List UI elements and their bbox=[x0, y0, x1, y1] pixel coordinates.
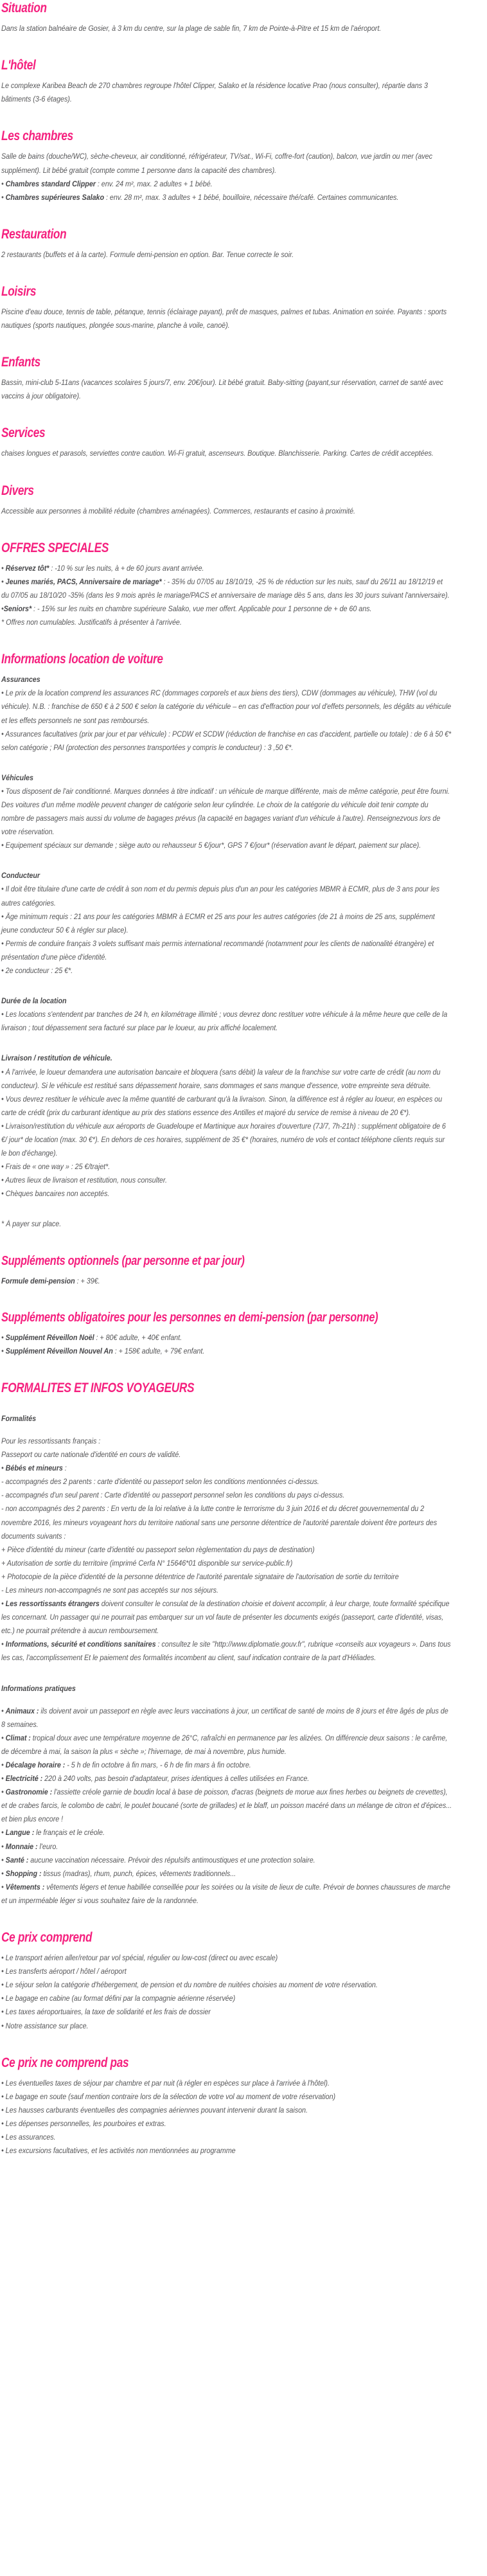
subheading-livraison-restitution: Livraison / restitution de véhicule. bbox=[1, 1054, 112, 1063]
conducteur-item-1: • Il doit être titulaire d'une carte de crédit à son nom et du permis depuis plus d'un an pour les catégories MBMR à ECMR, plus de 3 ans pour les autres catégories. bbox=[1, 885, 439, 908]
prix-ne-comprend-pas-item-6: • Les excursions facultatives, et les activités non mentionnées au programme bbox=[1, 2147, 236, 2156]
supplement-reveillon-noel bbox=[1, 1331, 452, 1345]
bullet-marker: • bbox=[1, 1829, 6, 1838]
section-situation bbox=[1, 0, 486, 35]
vehicules-item-1: • Tous disposent de l'air conditionné. Marques données à titre indicatif : un véhicule de marque différente, mais de même catégorie, peut être fourni. Des voitures d'un même modèle peuvent changer de catégorie selon leur cylindrée. Le choix de la catégorie du véhicule doit tenir compte du nombre de passagers mais aussi du volume de bagages prévus (la capacité en bagages variant d'un véhicule à l'autre). Renseignezvous lors de votre réservation. bbox=[1, 787, 450, 837]
offre-seniors bbox=[1, 602, 452, 616]
formalites-ressortissants-etrangers bbox=[1, 1597, 452, 1638]
section-title-services: Services bbox=[1, 425, 46, 441]
section-supplements-optionnels bbox=[1, 1255, 486, 1288]
bullet-marker: • bbox=[1, 564, 6, 573]
info-pratique-vetements bbox=[1, 1881, 452, 1908]
info-pratique-animaux bbox=[1, 1704, 452, 1731]
assurances-item-1: • Le prix de la location comprend les assurances RC (dommages corporels et aux biens des tiers), CDW (dommages au véhicule), THW (vol du véhicule). N.B. : franchise de 650 € à 2 500 € selon la catégorie du véhicule – en cas d'effraction pour vol d'effets personnels, les dégâts au véhicule et les effets personnels ne sont pas remboursés. bbox=[1, 689, 452, 725]
info-pratique-climat-label: Climat : bbox=[5, 1733, 31, 1742]
livraison-item-5: • Autres lieux de livraison et restitution, nous consulter. bbox=[1, 1176, 167, 1185]
info-pratique-electricite-text: 220 à 240 volts, pas besoin d'adaptateur, prises identiques à celles utilisées en France. bbox=[42, 1775, 310, 1784]
info-pratique-shopping-label: Shopping : bbox=[5, 1869, 42, 1878]
section-title-location-voiture: Informations location de voiture bbox=[1, 652, 163, 667]
livraison-item-1: • À l'arrivée, le loueur demandera une autorisation bancaire et bloquera (sans débit) la valeur de la franchise sur votre carte de crédit (au nom du conducteur). Si le véhicule est restitué sans dépassement horaire, sans dommages et sans manque d'essence, votre empreinte sera détruite. bbox=[1, 1068, 441, 1090]
chambres-bullet-standard: • Chambres standard Clipper : env. 24 m², max. 2 adultes + 1 bébé. bbox=[1, 179, 213, 188]
info-pratique-shopping bbox=[1, 1867, 452, 1881]
section-prix-ne-comprend-pas bbox=[1, 2056, 486, 2158]
subheading-informations-pratiques: Informations pratiques bbox=[1, 1684, 76, 1693]
bullet-marker: • bbox=[1, 1640, 6, 1649]
prix-comprend-item-5: • Les taxes aéroportuaires, la taxe de solidarité et les frais de dossier bbox=[1, 2008, 211, 2017]
situation-text: Dans la station balnéaire de Gosier, à 3 km du centre, sur la plage de sable fin, 7 km de Pointe-à-Pitre et 15 km de l'aéroport. bbox=[1, 24, 382, 33]
info-pratique-gastronomie bbox=[1, 1785, 452, 1826]
section-title-prix-comprend: Ce prix comprend bbox=[1, 1930, 93, 1945]
offre-reservez-tot-label: Réservez tôt* bbox=[5, 564, 49, 573]
bullet-marker: • bbox=[1, 1346, 6, 1355]
supplement-demi-pension bbox=[1, 1275, 452, 1288]
hotel-text: Le complexe Karibea Beach de 270 chambres regroupe l'hôtel Clipper, Salako et la résidence locative Prao (nous consulter), répartie dans 3 bâtiments (3-6 étages). bbox=[1, 82, 428, 104]
chambres-bullet-superieures-label: Chambres supérieures Salako bbox=[5, 193, 105, 202]
prix-ne-comprend-pas-item-1: • Les éventuelles taxes de séjour par chambre et par nuit (à régler en espèces sur place à l'arrivée à l'hôtel). bbox=[1, 2079, 330, 2088]
bullet-marker: • bbox=[1, 1869, 6, 1878]
assurances-item-2: • Assurances facultatives (prix par jour et par véhicule) : PCDW et SCDW (réduction de franchise en cas d'accident, partielle ou totale) : de 6 à 50 €* selon catégorie ; PAI (protection des personnes transportées y compris le conducteur) : 3 ,50 €*. bbox=[1, 729, 452, 752]
subheading-vehicules: Véhicules bbox=[1, 773, 33, 782]
chambres-bullet-standard-text: : env. 24 m², max. 2 adultes + 1 bébé. bbox=[95, 179, 213, 188]
section-enfants bbox=[1, 355, 486, 403]
offre-jeunes-maries-label: Jeunes mariés, PACS, Anniversaire de mariage* bbox=[5, 577, 162, 586]
section-offres-speciales bbox=[1, 541, 486, 630]
section-title-supplements-optionnels: Suppléments optionnels (par personne et par jour) bbox=[1, 1253, 245, 1268]
bullet-marker: • bbox=[1, 1842, 6, 1851]
bullet-marker: • bbox=[1, 605, 4, 614]
bullet-marker: • bbox=[1, 1775, 6, 1784]
section-title-formalites: FORMALITES ET INFOS VOYAGEURS bbox=[1, 1380, 195, 1395]
formalites-informations-securite bbox=[1, 1638, 452, 1665]
section-title-restauration: Restauration bbox=[1, 226, 67, 242]
section-title-chambres: Les chambres bbox=[1, 129, 73, 144]
offre-seniors-text: : - 15% sur les nuits en chambre supérieure Salako, vue mer offert. Applicable pour 1 personne de + de 60 ans. bbox=[31, 605, 372, 614]
offre-jeunes-maries bbox=[1, 575, 452, 602]
section-title-enfants: Enfants bbox=[1, 355, 40, 370]
info-pratique-vetements-text: vêtements légers et tenue habillée conseillée pour les soirées ou la visite de lieux de culte. Prévoir de bonnes chaussures de marche et un imperméable léger si vous souhaitez faire de la randonnée. bbox=[1, 1883, 450, 1905]
subheading-conducteur: Conducteur bbox=[1, 872, 40, 881]
info-pratique-sante-text: aucune vaccination nécessaire. Prévoir des répulsifs antimoustiques et une protection solaire. bbox=[28, 1856, 315, 1865]
formalites-bebes-item-7: - Les mineurs non-accompagnés ne sont pas acceptés sur nos séjours. bbox=[1, 1586, 218, 1595]
formalites-bebes-item-6: + Photocopie de la pièce d'identité de la personne détentrice de l'autorité parentale signataire de l'autorisation de sortie du territoire bbox=[1, 1572, 399, 1581]
info-pratique-langue-text: le français et le créole. bbox=[34, 1829, 105, 1838]
info-pratique-animaux-label: Animaux : bbox=[5, 1706, 39, 1715]
formalites-ressortissants-etrangers-label: Les ressortissants étrangers bbox=[5, 1600, 100, 1609]
livraison-item-2: • Vous devrez restituer le véhicule avec la même quantité de carburant qu'à la livraison. Sinon, la différence est à régler au loueur, en espèces ou carte de crédit (prix du carburant identique au prix des stations essence des Antilles et majoré du service de remise à niveau de 20 €*). bbox=[1, 1095, 443, 1117]
prix-ne-comprend-pas-item-3: • Les hausses carburants éventuelles des compagnies aériennes pouvant intervenir durant la saison. bbox=[1, 2106, 308, 2115]
section-title-divers: Divers bbox=[1, 483, 34, 498]
conducteur-item-4: • 2e conducteur : 25 €*. bbox=[1, 967, 73, 976]
services-text: chaises longues et parasols, serviettes contre caution. Wi-Fi gratuit, ascenseurs. Boutique. Blanchisserie. Parking. Cartes de crédit acceptées. bbox=[1, 449, 434, 458]
formalites-informations-securite-text: : consultez le site "http://www.diplomatie.gouv.fr", rubrique «conseils aux voyageurs ». Dans tous les cas, l'accomplissement Et le paiement des formalités incombent au client, sauf indication contraire de la part d'Héliades. bbox=[1, 1640, 451, 1663]
conducteur-item-2: • Âge minimum requis : 21 ans pour les catégories MBMR à ECMR et 25 ans pour les autres catégories (de 21 à moins de 25 ans, supplément jeune conducteur 50 € à régler sur place). bbox=[1, 912, 435, 935]
info-pratique-shopping-text: tissus (madras), rhum, punch, épices, vêtements traditionnels... bbox=[41, 1869, 236, 1878]
info-pratique-climat bbox=[1, 1731, 452, 1758]
conducteur-item-3: • Permis de conduire français 3 volets suffisant mais permis international recommandé (notamment pour les clients de nationalité étrangère) et présentation d'une pièce d'identité. bbox=[1, 939, 434, 962]
info-pratique-gastronomie-label: Gastronomie : bbox=[5, 1788, 53, 1797]
supplement-demi-pension-label: Formule demi-pension bbox=[1, 1276, 75, 1285]
section-title-offres-speciales: OFFRES SPECIALES bbox=[1, 540, 109, 555]
formalites-line-2: Passeport ou carte nationale d'identité en cours de validité. bbox=[1, 1451, 181, 1460]
offre-seniors-label: Seniors* bbox=[3, 605, 32, 614]
section-title-loisirs: Loisirs bbox=[1, 283, 37, 299]
prix-ne-comprend-pas-item-5: • Les assurances. bbox=[1, 2133, 56, 2142]
prix-ne-comprend-pas-item-2: • Le bagage en soute (sauf mention contraire lors de la sélection de votre vol au moment de votre réservation) bbox=[1, 2092, 336, 2101]
bullet-marker: • bbox=[1, 1883, 6, 1892]
info-pratique-gastronomie-text: l'assiette créole garnie de boudin local à base de poisson, d'acras (beignets de morue aux fines herbes ou beignets de crevettes), et de crabes farcis, le colombo de cabri, le poulet boucané (sorte de grillades) et le blaff, un poisson macéré dans un mélange de citron et d'épices... et bien plus encore ! bbox=[1, 1788, 452, 1824]
section-divers bbox=[1, 484, 486, 518]
formalites-bebes-mineurs bbox=[1, 1462, 452, 1475]
bullet-marker: • bbox=[1, 1706, 6, 1715]
livraison-item-6: • Chèques bancaires non acceptés. bbox=[1, 1190, 110, 1199]
supplement-reveillon-noel-label: Supplément Réveillon Noël bbox=[5, 1333, 94, 1342]
enfants-text: Bassin, mini-club 5-11ans (vacances scolaires 5 jours/7, env. 20€/jour). Lit bébé gratuit. Baby-sitting (payant,sur réservation, carnet de santé avec vaccins à jour obligatoire). bbox=[1, 379, 443, 401]
info-pratique-animaux-text: ils doivent avoir un passeport en règle avec leurs vaccinations à jour, un certificat de santé de moins de 8 jours et être âgés de plus de 8 semaines. bbox=[1, 1706, 448, 1729]
formalites-ressortissants-etrangers-text: doivent consulter le consulat de la destination choisie et doivent accomplir, à leur charge, toute formalité spécifique les concernant. Un passager qui ne pourrait pas embarquer sur un vol faute de présenter les documents exigés (passeport, carte d'identité, visas, etc.) ne pourrait prétendre à aucun remboursement. bbox=[1, 1600, 450, 1636]
bullet-marker: • bbox=[1, 1733, 6, 1742]
section-chambres bbox=[1, 129, 486, 204]
supplement-reveillon-nouvel-an-text: : + 158€ adulte, + 79€ enfant. bbox=[112, 1346, 205, 1355]
formalites-bebes-item-2: - accompagnés d'un seul parent : Carte d'identité ou passeport personnel selon les conditions du pays ci-dessus. bbox=[1, 1491, 345, 1500]
chambres-bullet-superieures-text: : env. 28 m², max. 3 adultes + 1 bébé, bouilloire, nécessaire thé/café. Certaines communicantes. bbox=[104, 193, 399, 202]
formalites-bebes-item-3: - non accompagnés des 2 parents : En vertu de la loi relative à la lutte contre le terrorisme du 3 juin 2016 et du décret gouvernemental du 2 novembre 2016, les mineurs voyageant hors du territoire national sans une personne détentrice de l'autorité parentale doivent être porteurs des documents suivants : bbox=[1, 1505, 438, 1541]
formalites-bebes-item-4: + Pièce d'identité du mineur (carte d'identité ou passeport selon règlementation du pays de destination) bbox=[1, 1545, 315, 1554]
subheading-assurances: Assurances bbox=[1, 675, 40, 684]
supplement-reveillon-noel-text: : + 80€ adulte, + 40€ enfant. bbox=[94, 1333, 182, 1342]
bullet-marker: • bbox=[1, 1464, 6, 1473]
offres-footnote: * Offres non cumulables. Justificatifs à présenter à l'arrivée. bbox=[1, 618, 182, 627]
offre-jeunes-maries-text: : - 35% du 07/05 au 18/10/19, -25 % de réduction sur les nuits, sauf du 26/11 au 18/12/19 et du 07/05 au 18/10/20 -35% (dans les 9 mois après le mariage/PACS et anniversaire de mariage dès 5 ans, dans les 30 jours suivant l'anniversaire). bbox=[1, 577, 450, 600]
section-prix-comprend bbox=[1, 1931, 486, 2033]
info-pratique-monnaie bbox=[1, 1840, 452, 1854]
livraison-item-4: • Frais de « one way » : 25 €/trajet*. bbox=[1, 1163, 111, 1172]
formalites-bebes-item-5: + Autorisation de sortie du territoire (imprimé Cerfa N° 15646*01 disponible sur service-public.fr) bbox=[1, 1559, 293, 1568]
section-title-prix-ne-comprend-pas: Ce prix ne comprend pas bbox=[1, 2055, 129, 2070]
bullet-marker: • bbox=[1, 1761, 6, 1770]
prix-ne-comprend-pas-item-4: • Les dépenses personnelles, les pourboires et extras. bbox=[1, 2119, 166, 2128]
chambres-intro: Salle de bains (douche/WC), sèche-cheveux, air conditionné, réfrigérateur, TV/sat., Wi-Fi, coffre-fort (caution), balcon, vue jardin ou mer (avec supplément). Lit bébé gratuit (compte comme 1 personne dans la capacité des chambres). bbox=[1, 152, 432, 175]
section-supplements-obligatoires bbox=[1, 1311, 486, 1358]
info-pratique-monnaie-label: Monnaie : bbox=[5, 1842, 38, 1851]
formalites-line-1: Pour les ressortissants français : bbox=[1, 1436, 101, 1445]
formalites-bebes-item-1: - accompagnés des 2 parents : carte d'identité ou passeport selon les conditions mentionnées ci-dessus. bbox=[1, 1478, 319, 1487]
info-pratique-langue bbox=[1, 1826, 452, 1839]
loisirs-text: Piscine d'eau douce, tennis de table, pétanque, tennis (éclairage payant), prêt de masques, palmes et tubas. Animation en soirée. Payants : sports nautiques (sports nautiques, plongée sous-marine, planche à voile, canoë). bbox=[1, 307, 447, 330]
prix-comprend-item-3: • Le séjour selon la catégorie d'hébergement, de pension et du nombre de nuitées choisies au moment de votre réservation. bbox=[1, 1981, 378, 1990]
supplement-reveillon-nouvel-an bbox=[1, 1345, 452, 1358]
bullet-marker: • bbox=[1, 1600, 6, 1609]
supplement-demi-pension-text: : + 39€. bbox=[75, 1276, 100, 1285]
section-title-supplements-obligatoires: Suppléments obligatoires pour les personnes en demi-pension (par personne) bbox=[1, 1310, 378, 1325]
section-title-hotel: L'hôtel bbox=[1, 58, 36, 73]
offre-reservez-tot-text: : -10 % sur les nuits, à + de 60 jours avant arrivée. bbox=[49, 564, 204, 573]
prix-comprend-item-2: • Les transferts aéroport / hôtel / aéroport bbox=[1, 1967, 127, 1976]
info-pratique-electricite-label: Electricité : bbox=[5, 1775, 43, 1784]
prix-comprend-item-1: • Le transport aérien aller/retour par vol spécial, régulier ou low-cost (direct ou avec escale) bbox=[1, 1954, 278, 1963]
formalites-bebes-text: : bbox=[62, 1464, 67, 1473]
section-services bbox=[1, 426, 486, 460]
chambres-bullet-superieures: • Chambres supérieures Salako : env. 28 m², max. 3 adultes + 1 bébé, bouilloire, nécessaire thé/café. Certaines communicantes. bbox=[1, 193, 399, 202]
info-pratique-climat-text: tropical doux avec une température moyenne de 26°C, rafraîchi en permanence par les alizées. On différencie deux saisons : le carême, de décembre à mai, la saison la plus « sèche »; l'hivernage, de mai à novembre, plus humide. bbox=[1, 1733, 448, 1756]
duree-item-1: • Les locations s'entendent par tranches de 24 h, en kilométrage illimité ; vous devrez donc restituer votre véhicule à la même heure que celle de la livraison ; tout dépassement sera facturé sur place par le loueur, au prix affiché localement. bbox=[1, 1010, 448, 1033]
info-pratique-sante-label: Santé : bbox=[5, 1856, 29, 1865]
info-pratique-electricite bbox=[1, 1772, 452, 1785]
divers-text: Accessible aux personnes à mobilité réduite (chambres aménagées). Commerces, restaurants et casino à proximité. bbox=[1, 506, 355, 515]
bullet-marker: • bbox=[1, 1856, 6, 1865]
info-pratique-langue-label: Langue : bbox=[5, 1829, 35, 1838]
section-location-voiture bbox=[1, 652, 486, 1231]
chambres-bullet-standard-label: Chambres standard Clipper bbox=[5, 179, 96, 188]
prix-comprend-item-4: • Le bagage en cabine (au format défini par la compagnie aérienne réservée) bbox=[1, 1994, 236, 2003]
subheading-duree-location: Durée de la location bbox=[1, 997, 67, 1006]
section-loisirs bbox=[1, 285, 486, 332]
supplement-reveillon-nouvel-an-label: Supplément Réveillon Nouvel An bbox=[5, 1346, 113, 1355]
subheading-formalites: Formalités bbox=[1, 1414, 37, 1423]
bullet-marker: • bbox=[1, 1788, 6, 1797]
section-restauration bbox=[1, 228, 486, 262]
info-pratique-sante bbox=[1, 1854, 452, 1867]
restauration-text: 2 restaurants (buffets et à la carte). Formule demi-pension en option. Bar. Tenue correcte le soir. bbox=[1, 250, 294, 259]
prix-comprend-item-6: • Notre assistance sur place. bbox=[1, 2021, 89, 2030]
livraison-item-3: • Livraison/restitution du véhicule aux aéroports de Guadeloupe et Martinique aux horaires d'ouverture (7J/7, 7h-21h) : supplément obligatoire de 6 €/ jour* de location (max. 30 €*). En dehors de ces horaires, supplément de 35 €* (horaires, numéro de vols et contact téléphone clients requis sur le bon d'échange). bbox=[1, 1122, 446, 1158]
info-pratique-decalage-horaire-text: - 5 h de fin octobre à fin mars, - 6 h de fin mars à fin octobre. bbox=[65, 1761, 251, 1770]
section-hotel bbox=[1, 58, 486, 106]
bullet-marker: • bbox=[1, 577, 6, 586]
bullet-marker: • bbox=[1, 1333, 6, 1342]
location-footnote: * À payer sur place. bbox=[1, 1220, 62, 1229]
vehicules-item-2: • Equipement spéciaux sur demande ; siège auto ou rehausseur 5 €/jour*, GPS 7 €/jour* (réservation avant le départ, paiement sur place). bbox=[1, 841, 421, 850]
info-pratique-monnaie-text: l'euro. bbox=[37, 1842, 58, 1851]
formalites-informations-securite-label: Informations, sécurité et conditions sanitaires bbox=[5, 1640, 156, 1649]
info-pratique-vetements-label: Vêtements : bbox=[5, 1883, 45, 1892]
info-pratique-decalage-horaire-label: Décalage horaire : bbox=[5, 1761, 66, 1770]
info-pratique-decalage-horaire bbox=[1, 1758, 452, 1772]
section-title-situation: Situation bbox=[1, 1, 47, 15]
formalites-bebes-label: Bébés et mineurs bbox=[5, 1464, 63, 1473]
section-formalites bbox=[1, 1381, 486, 1908]
offre-reservez-tot bbox=[1, 562, 452, 575]
